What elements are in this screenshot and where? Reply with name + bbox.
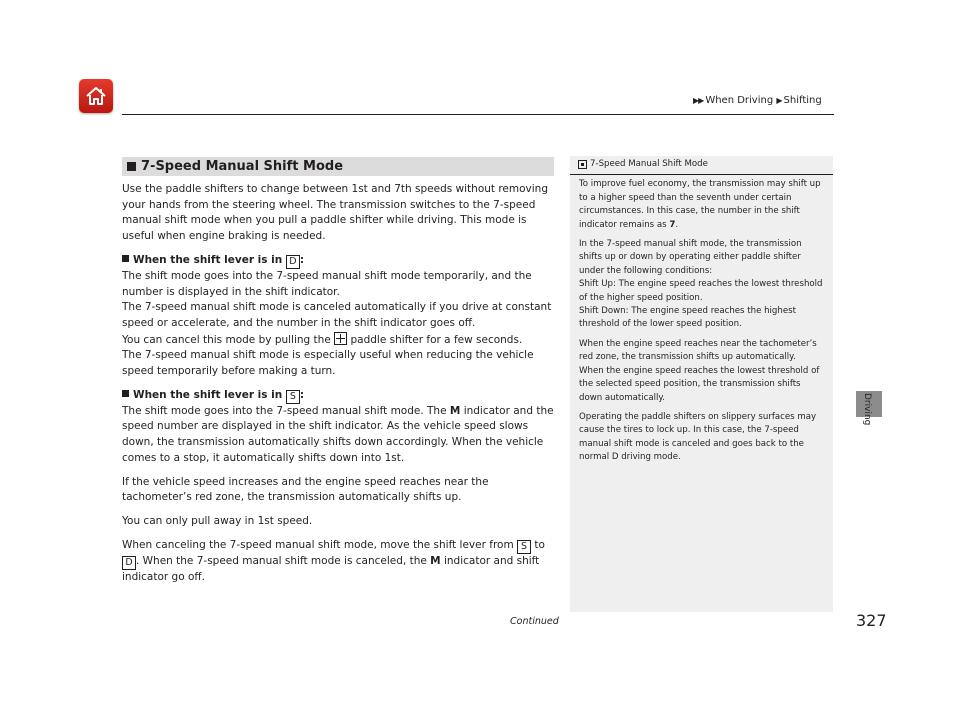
gear-d-icon: D <box>122 556 136 570</box>
m-indicator-label: M <box>449 404 461 417</box>
breadcrumb-arrow-icon: ▶ <box>776 96 782 105</box>
continued-label: Continued <box>510 616 559 627</box>
paragraph: The shift mode goes into the 7-speed manual shift mode. The M indicator and the speed number are displayed in the shift indicator. As the vehicle speed slows down, the transmission automatically shifts down accordingly. When the vehicle comes to a stop, it automatically shifts down into 1st. <box>122 404 554 464</box>
side-label: Driving <box>862 393 872 426</box>
m-indicator-label: M <box>430 554 441 567</box>
paragraph: You can cancel this mode by pulling the paddle shifter for a few seconds. <box>122 333 523 346</box>
breadcrumb-arrow-icon: ▶▶ <box>693 96 704 105</box>
home-icon <box>84 84 108 108</box>
section-heading <box>122 157 554 176</box>
main-content <box>122 182 558 585</box>
side-note <box>570 156 833 612</box>
square-bullet-icon <box>122 255 129 262</box>
note-paragraph: In the 7-speed manual shift mode, the transmission shifts up or down by operating either paddle shifter under the following conditions: <box>579 239 802 276</box>
section-title: 7-Speed Manual Shift Mode <box>141 159 344 174</box>
note-paragraph: To improve fuel economy, the transmission may shift up to a higher speed than the seventh under certain circumstances. In this case, the number in the shift indicator remains as 7. <box>579 179 821 230</box>
note-paragraph: When the engine speed reaches the lowest threshold of the selected speed position, the transmission shifts down automatically. <box>579 365 820 403</box>
gear-d-icon: D <box>286 255 300 269</box>
note-paragraph: Shift Down: The engine speed reaches the highest threshold of the lower speed position. <box>579 306 796 330</box>
paragraph: When canceling the 7-speed manual shift mode, move the shift lever from S to D . When the 7-speed manual shift mode is canceled, the M indicator and shift indicator go off. <box>122 538 545 583</box>
square-bullet-icon <box>127 162 136 171</box>
note-body <box>570 178 833 464</box>
breadcrumb-item[interactable]: When Driving <box>705 95 774 106</box>
breadcrumb-item[interactable]: Shifting <box>783 95 822 106</box>
note-paragraph: When the engine speed reaches near the tachometer’s red zone, the transmission shifts up automatically. <box>579 338 817 363</box>
gear-s-icon: S <box>517 540 531 554</box>
paragraph: The 7-speed manual shift mode is especially useful when reducing the vehicle speed temporarily before making a turn. <box>122 349 534 378</box>
gear-s-icon: S <box>286 390 300 404</box>
home-button[interactable] <box>79 79 113 113</box>
note-header <box>570 156 833 175</box>
square-bullet-icon <box>122 390 129 397</box>
breadcrumb <box>693 95 822 106</box>
intro-paragraph: Use the paddle shifters to change between 1st and 7th speeds without removing your hands from the steering wheel. The transmission switches to the 7-speed manual shift mode when you pull a paddle shifter while driving. This mode is useful when engine braking is needed. <box>122 183 548 243</box>
note-paragraph: Shift Up: The engine speed reaches the lowest threshold of the higher speed position. <box>579 279 823 303</box>
subheading-s: When the shift lever is in S : <box>122 388 558 404</box>
paragraph: The shift mode goes into the 7-speed manual shift mode temporarily, and the number is displayed in the shift indicator. <box>122 269 532 298</box>
header-divider <box>122 114 834 115</box>
paragraph: You can only pull away in 1st speed. <box>122 514 313 527</box>
note-icon <box>578 160 587 169</box>
note-title: 7-Speed Manual Shift Mode <box>590 159 708 169</box>
plus-paddle-icon <box>334 332 347 345</box>
note-paragraph: Operating the paddle shifters on slippery surfaces may cause the tires to lock up. In this case, the 7-speed manual shift mode is canceled and goes back to the normal D driving mode. <box>579 411 817 463</box>
subheading-d: When the shift lever is in D : <box>122 253 558 269</box>
paragraph: If the vehicle speed increases and the engine speed reaches near the tachometer’s red zone, the transmission automatically shifts up. <box>122 475 489 504</box>
page-number: 327 <box>856 611 887 630</box>
paragraph: The 7-speed manual shift mode is canceled automatically if you drive at constant speed or accelerate, and the number in the shift indicator goes off. <box>122 301 552 329</box>
